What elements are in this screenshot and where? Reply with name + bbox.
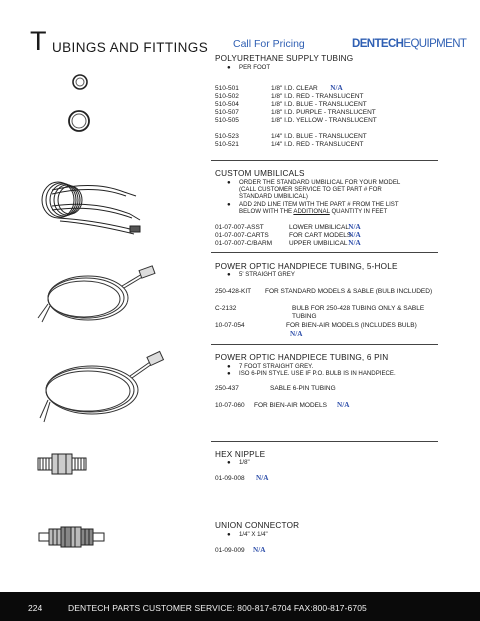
part-description: 1/8" I.D. PURPLE - TRANSLUCENT [271, 109, 376, 117]
section-heading-union-connector: UNION CONNECTOR [215, 521, 300, 530]
hex-nipple-image [36, 452, 88, 476]
not-available-label: N/A [348, 223, 361, 231]
bullet-text-underlined: ADDITIONAL [293, 207, 330, 215]
part-number: 510-504 [215, 101, 239, 109]
bullet-text: PER FOOT [239, 64, 271, 71]
bullet-text: 7 FOOT STRAIGHT GREY. [239, 363, 314, 370]
part-description: 1/8" I.D. BLUE - TRANSLUCENT [271, 101, 367, 109]
part-number: 510-523 [215, 132, 239, 140]
bullet-text: QUANTITY IN FEET [329, 207, 388, 215]
bullet-dot: ● [227, 363, 231, 370]
coiled-umbilical-image [34, 170, 144, 240]
page-title-initial: T [30, 26, 47, 56]
bullet-text: (CALL CUSTOMER SERVICE TO GET PART # FOR [239, 186, 382, 194]
part-number: 01-07-007-ASST [215, 224, 264, 231]
bullet-per-foot [215, 64, 270, 71]
part-description: 1/8" I.D. CLEAR [271, 85, 318, 92]
bullet-text: ORDER THE STANDARD UMBILICAL FOR YOUR MODEL [239, 179, 401, 186]
part-number: 01-09-008 [215, 475, 245, 482]
bullet-text: 5' STRAIGHT GREY [239, 271, 295, 278]
footer-bar [0, 592, 480, 621]
bullet-straight-grey [215, 271, 295, 278]
part-number: 10-07-054 [215, 322, 245, 329]
page-number: 224 [28, 603, 43, 613]
section-divider [211, 441, 438, 442]
part-number: 250-428-KIT [215, 288, 252, 295]
customer-service-contact: DENTECH PARTS CUSTOMER SERVICE: 800-817-6704 FAX:800-817-6705 [68, 603, 367, 613]
section-heading-polyurethane: POLYURETHANE SUPPLY TUBING [215, 54, 354, 63]
part-description: 1/4" I.D. BLUE - TRANSLUCENT [271, 132, 367, 140]
part-description: 1/4" I.D. RED - TRANSLUCENT [271, 140, 364, 148]
bullet-text: BELOW WITH THE [239, 207, 294, 215]
bullet-dot: ● [227, 370, 231, 378]
not-available-label: N/A [256, 474, 269, 482]
not-available-label: N/A [330, 84, 343, 92]
bullet-size [215, 459, 250, 466]
coiled-6-pin-tubing-image [30, 346, 170, 432]
section-heading-optic-5-hole: POWER OPTIC HANDPIECE TUBING, 5-HOLE [215, 262, 398, 271]
part-description: BULB FOR 250-428 TUBING ONLY & SABLE [292, 305, 425, 312]
not-available-label: N/A [290, 330, 303, 338]
bullet-dot: ● [227, 459, 231, 466]
part-number: 01-07-007-CARTS [215, 232, 269, 240]
bullet-text: ISO 6-PIN STYLE. USE IF P.O. BULB IS IN HANDPIECE. [239, 370, 396, 378]
section-divider [211, 252, 438, 253]
coiled-optic-tubing-image [34, 256, 164, 336]
bullet-dot: ● [227, 200, 231, 208]
union-connector-image [38, 524, 106, 550]
part-description: SABLE 6-PIN TUBING [270, 385, 336, 392]
not-available-label: N/A [348, 231, 361, 240]
brand-bold: DENTECH [352, 38, 404, 50]
page-title: UBINGS AND FITTINGS [52, 40, 209, 55]
not-available-label: N/A [348, 239, 361, 248]
brand-logo [352, 38, 466, 50]
section-divider [211, 344, 438, 345]
section-heading-umbilicals: CUSTOM UMBILICALS [215, 169, 305, 178]
brand-light: EQUIPMENT [403, 38, 467, 50]
bullet-text: 1/4" X 1/4" [239, 531, 268, 538]
part-description: FOR BIEN-AIR MODELS [254, 402, 327, 409]
section-divider [211, 160, 438, 161]
bullet-text: ADD 2ND LINE ITEM WITH THE PART # FROM THE LIST [239, 200, 399, 208]
part-number: 01-09-009 [215, 547, 245, 554]
umbilical-instructions [215, 179, 400, 215]
part-number: 510-502 [215, 93, 239, 101]
part-number: 510-521 [215, 140, 239, 148]
part-number: 250-437 [215, 385, 239, 392]
tubing-large-ring-icon [66, 108, 92, 134]
bullet-size [215, 531, 268, 538]
part-description: FOR BIEN-AIR MODELS (INCLUDES BULB) [286, 322, 417, 329]
part-number: 01-07-007-C/BARM [215, 240, 273, 248]
part-number: C-2132 [215, 305, 237, 312]
bullet-dot: ● [227, 64, 231, 71]
bullet-dot: ● [227, 179, 231, 186]
part-description: UPPER UMBILICAL [289, 240, 348, 248]
not-available-label: N/A [253, 546, 266, 554]
optic-6-pin-notes [215, 363, 396, 377]
part-description: 1/8" I.D. YELLOW - TRANSLUCENT [271, 117, 377, 125]
bullet-dot: ● [227, 531, 231, 538]
part-number: 10-07-060 [215, 402, 245, 409]
call-for-pricing-note: Call For Pricing [233, 38, 305, 50]
part-description: FOR CART MODELS [289, 232, 352, 240]
part-number: 510-505 [215, 117, 239, 125]
part-description: FOR STANDARD MODELS & SABLE (BULB INCLUDED) [265, 288, 433, 295]
part-description: 1/8" I.D. RED - TRANSLUCENT [271, 93, 364, 101]
bullet-text: STANDARD UMBILICAL) [239, 193, 308, 201]
not-available-label: N/A [337, 401, 350, 409]
tubing-small-ring-icon [68, 72, 92, 92]
part-description: LOWER UMBILICAL [289, 224, 349, 231]
section-heading-hex-nipple: HEX NIPPLE [215, 450, 266, 459]
part-number: 510-501 [215, 85, 239, 92]
part-description: TUBING [292, 313, 317, 320]
section-heading-optic-6-pin: POWER OPTIC HANDPIECE TUBING, 6 PIN [215, 353, 389, 362]
bullet-text: 1/8" [239, 459, 250, 466]
part-number: 510-507 [215, 109, 239, 117]
bullet-dot: ● [227, 271, 231, 278]
